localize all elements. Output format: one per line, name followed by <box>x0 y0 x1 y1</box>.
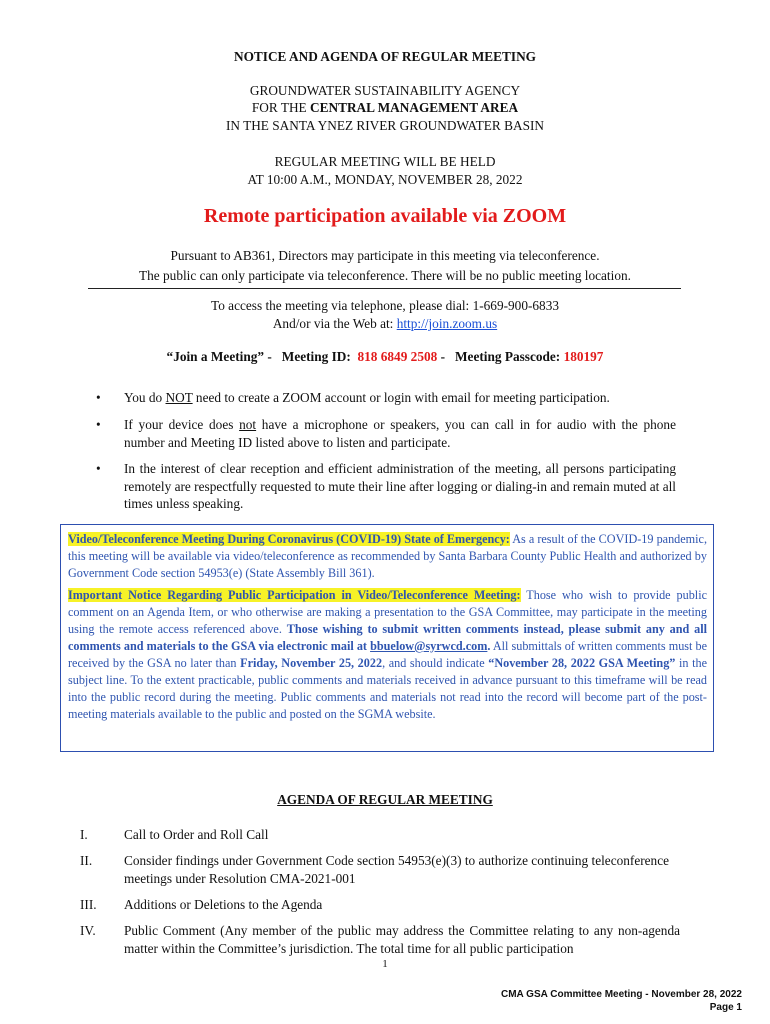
bullet-item <box>96 416 681 452</box>
agency-line-3: IN THE SANTA YNEZ RIVER GROUNDWATER BASIN <box>225 118 545 133</box>
meeting-passcode: 180197 <box>563 349 604 364</box>
management-area: CENTRAL MANAGEMENT AREA <box>310 100 519 115</box>
bullet-icon: • <box>96 390 101 405</box>
agenda-item-number: IV. <box>80 923 96 938</box>
agenda-title: AGENDA OF REGULAR MEETING <box>277 792 493 807</box>
agenda-item-text: Consider findings under Government Code section 54953(e)(3) to authorize continuing teleconference meetings under Resolution CMA-2021-001 <box>124 853 670 886</box>
agency-line-2 <box>0 99 770 116</box>
zoom-link[interactable]: http://join.zoom.us <box>396 316 498 331</box>
bullet-text: You do NOT need to create a ZOOM account or login with email for meeting participation. <box>124 390 610 405</box>
join-middle: - Meeting Passcode: <box>437 349 564 364</box>
bullet-item <box>96 389 681 407</box>
agenda-item <box>80 896 680 914</box>
meeting-held-line-2: AT 10:00 A.M., MONDAY, NOVEMBER 28, 2022 <box>247 172 523 187</box>
page-footer <box>501 988 742 1014</box>
join-prefix: “Join a Meeting” - Meeting ID: <box>166 349 358 364</box>
pursuant-line-1: Pursuant to AB361, Directors may participate in this meeting via teleconference. <box>170 248 600 263</box>
pursuant-line-2: The public can only participate via teleconference. There will be no public meeting location. <box>139 268 631 283</box>
footer-meeting-line: CMA GSA Committee Meeting - November 28, 2022 <box>501 989 742 1000</box>
agenda-item <box>80 922 680 958</box>
agenda-item <box>80 826 680 844</box>
deadline-date: Friday, November 25, 2022 <box>240 656 383 670</box>
emergency-heading: Video/Teleconference Meeting During Coronavirus (COVID-19) State of Emergency: <box>68 532 510 546</box>
web-access-line <box>0 315 770 333</box>
email-link[interactable]: bbuelow@syrwcd.com <box>370 639 488 653</box>
agency-line-2-prefix: FOR THE <box>251 100 310 115</box>
agenda-item-text: Call to Order and Roll Call <box>124 827 269 842</box>
participation-paragraph: Important Notice Regarding Public Participation in Video/Teleconference Meeting: Those who wish to provide public comment on an Agenda Item, or who otherwise are making a presentation to the GSA Committee, may participate in the meeting using the remote access referenced above. Those wishing to submit written comments instead, please submit any and all comments and materials to the GSA via electronic mail at bbuelow@syrwcd.com. All submittals of written comments must be received by the GSA no later than Friday, November 25, 2022, and should indicate “November 28, 2022 GSA Meeting” in the subject line. To the extent practicable, public comments and materials received in advance pursuant to this timeframe will be read into the public record during the meeting. Public comments and materials not read into the record will become part of the post-meeting materials available to the public and posted on the SGMA website. <box>68 588 707 721</box>
bullet-item <box>96 460 681 514</box>
footer-page-line: Page 1 <box>709 1002 742 1013</box>
agenda-item-number: III. <box>80 897 97 912</box>
agenda-item-text: Public Comment (Any member of the public may address the Committee relating to any non-agenda matter within the Committee’s jurisdiction. The total time for all public participation <box>124 923 680 956</box>
emergency-body: As a result of the COVID-19 pandemic, this meeting will be available via video/teleconference as recommended by Santa Barbara County Public Health and authorized by Government Code section 54953(e) (State Assembly Bill 361). <box>68 532 707 580</box>
bullet-icon: • <box>96 417 101 432</box>
bullet-text: In the interest of clear reception and efficient administration of the meeting, all persons participating remotely are respectfully requested to mute their line after logging or dialing-in and remain muted at all times unless speaking. <box>124 461 676 511</box>
bullet-text: If your device does not have a microphone or speakers, you can call in for audio with the phone number and Meeting ID listed above to listen and participate. <box>124 417 676 450</box>
pursuant-statement <box>0 246 770 286</box>
bullet-icon: • <box>96 461 101 476</box>
page-number: 1 <box>382 958 388 970</box>
agenda-item-number: I. <box>80 827 88 842</box>
agency-line-1: GROUNDWATER SUSTAINABILITY AGENCY <box>249 83 521 98</box>
meeting-held-line-1: REGULAR MEETING WILL BE HELD <box>274 154 496 169</box>
access-info <box>0 297 770 333</box>
covid-notice-box <box>60 524 714 752</box>
agenda-item <box>80 852 680 888</box>
phone-access-line: To access the meeting via telephone, please dial: 1-669-900-6833 <box>211 298 559 313</box>
agenda-item-text: Additions or Deletions to the Agenda <box>124 897 323 912</box>
join-meeting-line <box>0 349 770 365</box>
notice-title: NOTICE AND AGENDA OF REGULAR MEETING <box>233 49 537 64</box>
remote-participation-heading: Remote participation available via ZOOM <box>203 205 567 227</box>
subject-line-text: “November 28, 2022 GSA Meeting” <box>488 656 676 670</box>
agenda-item-number: II. <box>80 853 93 868</box>
emergency-paragraph <box>68 531 707 582</box>
meeting-id: 818 6849 2508 <box>357 349 438 364</box>
web-access-prefix: And/or via the Web at: <box>272 316 397 331</box>
divider <box>88 288 681 289</box>
participation-heading: Important Notice Regarding Public Participation in Video/Teleconference Meeting: <box>68 588 521 602</box>
